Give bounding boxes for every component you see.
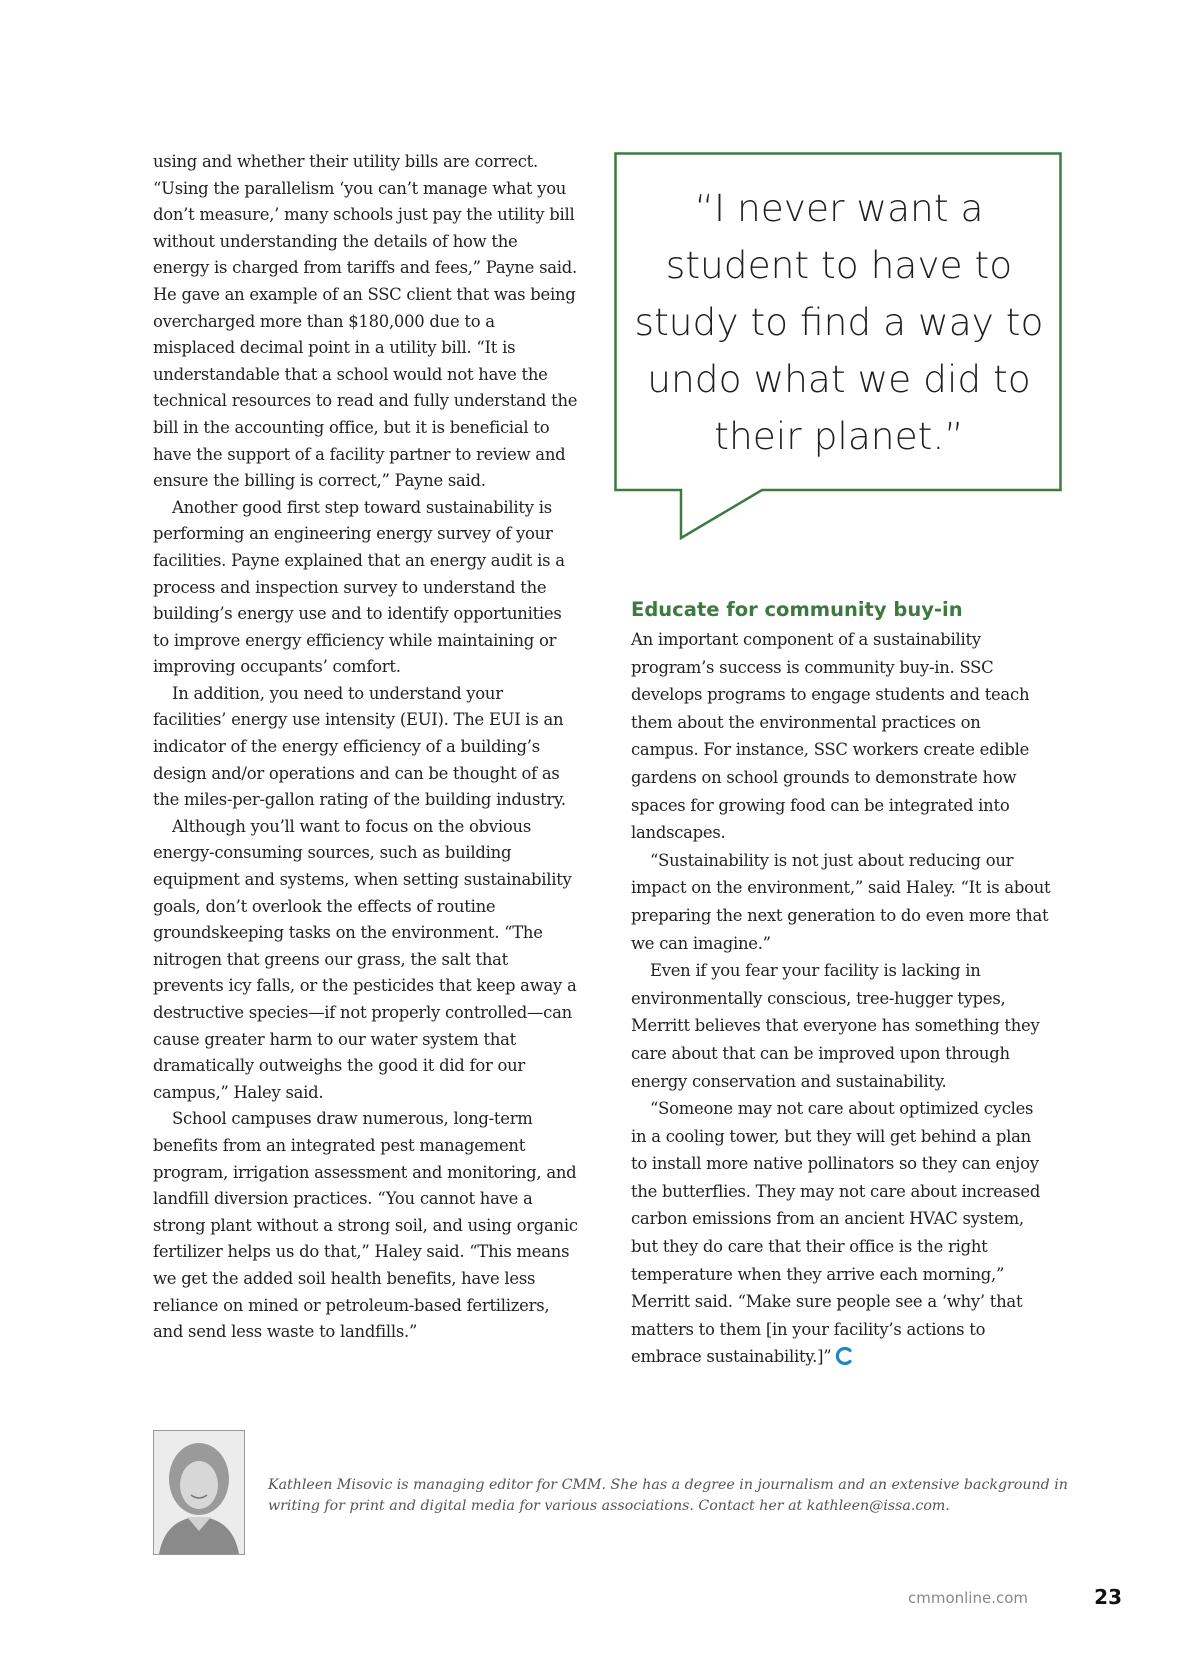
right-paragraph-4-wrap — [631, 1095, 1051, 1371]
section-heading: Educate for community buy-in — [631, 598, 963, 621]
left-paragraph-1: using and whether their utility bills are correct. “Using the parallelism ‘you can’t manage what you don’t measure,’ many schools just pay the utility bill without understanding the details of how the energy is charged from tariffs and fees,” Payne said. He gave an example of an SSC client that was being overcharged more than $180,000 due to a misplaced decimal point in a utility bill. “It is understandable that a school would not have the technical resources to read and fully understand the bill in the accounting office, but it is beneficial to have the support of a facility partner to review and ensure the billing is correct,” Payne said. — [153, 152, 578, 491]
right-paragraph-1: An important component of a sustainability program’s success is community buy-in. SSC develops programs to engage students and teach them about the environmental practices on campus. For instance, SSC workers create edible gardens on school grounds to demonstrate how spaces for growing food can be integrated into landscapes. — [631, 630, 1030, 843]
left-paragraph-3: In addition, you need to understand your facilities’ energy use intensity (EUI). The EUI is an indicator of the energy efficiency of a building’s design and/or operations and can be thought of as the miles-per-gallon rating of the building industry. — [153, 683, 566, 810]
left-paragraph-5: School campuses draw numerous, long-term benefits from an integrated pest management program, irrigation assessment and monitoring, and landfill diversion practices. “You cannot have a strong plant without a strong soil, and using organic fertilizer helps us do that,” Haley said. “This means we get the added soil health benefits, have less reliance on mined or petroleum-based fertilizers, and send less waste to landfills.” — [153, 1109, 578, 1342]
author-photo — [153, 1430, 245, 1555]
right-paragraph-2: “Sustainability is not just about reducing our impact on the environment,” said Haley. “It is about preparing the next generation to do even more that we can imagine.” — [631, 850, 1051, 953]
cmm-end-mark-icon — [834, 1346, 854, 1366]
left-paragraph-2: Another good first step toward sustainability is performing an engineering energy survey of your facilities. Payne explained that an energy audit is a process and inspection survey to understand the building’s energy use and to identify opportunities to improve energy efficiency while maintaining or improving occupants’ comfort. — [153, 497, 565, 677]
footer-url[interactable]: cmmonline.com — [907, 1589, 1028, 1607]
right-paragraph-4: “Someone may not care about optimized cycles in a cooling tower, but they will get behind a plan to install more native pollinators so they can enjoy the butterflies. They may not care about increased carbon emissions from an ancient HVAC system, but they do care that their office is the right temperature when they arrive each morning,” Merritt said. “Make sure people see a ‘why’ that matters to them [in your facility’s actions to embrace sustainability.]” — [631, 1099, 1041, 1367]
left-paragraph-4: Although you’ll want to focus on the obvious energy-consuming sources, such as building equipment and systems, when setting sustainability goals, don’t overlook the effects of routine groundskeeping tasks on the environment. “The nitrogen that greens our grass, the salt that prevents icy falls, or the pesticides that keep away a destructive species—if not properly controlled—can cause greater harm to our water system that dramatically outweighs the good it did for our campus,” Haley said. — [153, 816, 577, 1102]
author-portrait-icon — [154, 1431, 244, 1554]
page-number: 23 — [1094, 1585, 1122, 1609]
right-paragraph-3: Even if you fear your facility is lacking in environmentally conscious, tree-hugger types, Merritt believes that everyone has something they care about that can be improved upon through energy conservation and sustainability. — [631, 961, 1040, 1091]
author-bio: Kathleen Misovic is managing editor for CMM. She has a degree in journalism and an extensive background in writing for print and digital media for various associations. Contact her at kathleen@issa.com. — [268, 1477, 1068, 1514]
pull-quote-bubble — [614, 152, 1064, 542]
pull-quote-text: “I never want a student to have to study to find a way to undo what we did to their planet.” — [634, 186, 1044, 458]
right-column — [631, 596, 1051, 1371]
left-column — [153, 149, 578, 1346]
